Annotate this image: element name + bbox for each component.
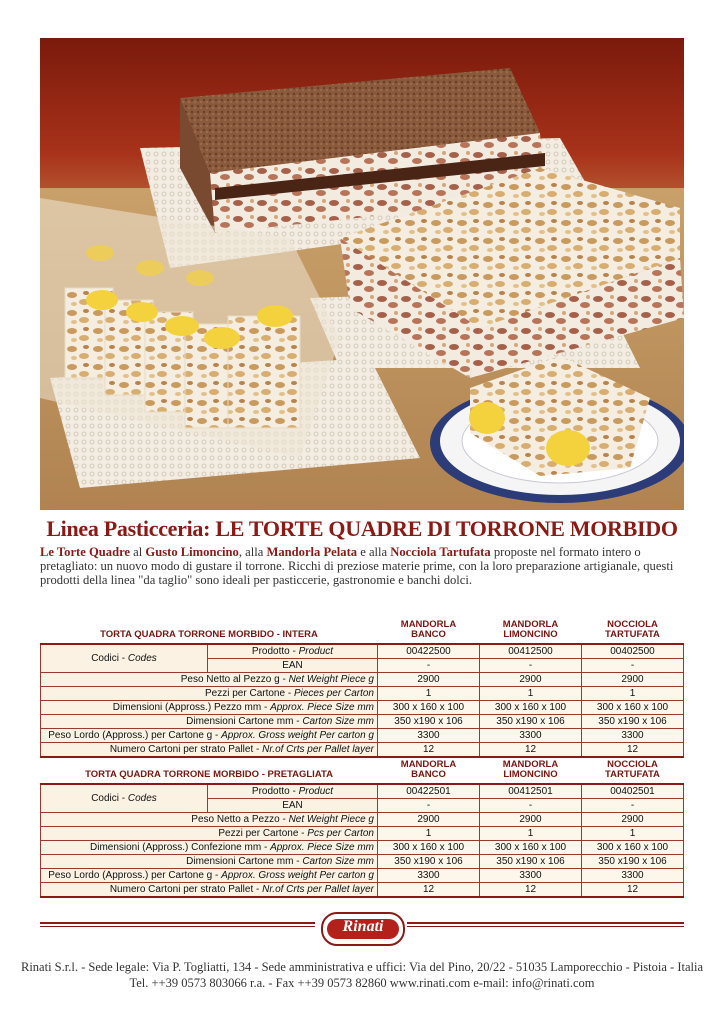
page-title: Linea Pasticceria: LE TORTE QUADRE DI TORRONE MORBIDO bbox=[46, 516, 678, 541]
table-cell: 12 bbox=[480, 883, 582, 898]
column-header-line1: NOCCIOLA bbox=[607, 759, 658, 770]
table-title: TORTA QUADRA TORRONE MORBIDO - PRETAGLIATA bbox=[41, 760, 378, 784]
row-label-it: Numero Cartoni per strato Pallet - bbox=[109, 743, 263, 755]
intro-flavor-lemon: Gusto Limoncino bbox=[145, 545, 239, 559]
column-header-line1: MANDORLA bbox=[502, 619, 559, 630]
product-label-it: Prodotto - bbox=[251, 645, 299, 657]
table-cell: 350 x190 x 106 bbox=[582, 715, 684, 729]
column-header-line2: LIMONCINO bbox=[503, 769, 558, 780]
column-header-line1: MANDORLA bbox=[400, 619, 457, 630]
table-cell: 00422500 bbox=[378, 644, 480, 659]
table-cell: 00412501 bbox=[480, 784, 582, 799]
table-row bbox=[41, 855, 684, 869]
row-label-it: Pezzi per Cartone - bbox=[205, 687, 294, 699]
table-cell: 12 bbox=[480, 743, 582, 758]
table-row bbox=[41, 701, 684, 715]
row-label-en: Pieces per Carton bbox=[293, 687, 374, 699]
table-title: TORTA QUADRA TORRONE MORBIDO - INTERA bbox=[41, 620, 378, 644]
product-photo bbox=[40, 38, 684, 510]
row-label-it: Peso Netto al Pezzo g - bbox=[180, 673, 289, 685]
table-cell: - bbox=[582, 659, 684, 673]
product-label bbox=[208, 784, 378, 799]
table-row bbox=[41, 673, 684, 687]
row-label bbox=[41, 715, 378, 729]
intro-flavor-almond: Mandorla Pelata bbox=[266, 545, 358, 559]
table-cell: 350 x190 x 106 bbox=[480, 715, 582, 729]
column-header bbox=[582, 760, 684, 784]
table-cell: - bbox=[480, 799, 582, 813]
codes-label-en: Codes bbox=[127, 652, 157, 664]
table-cell: 3300 bbox=[582, 869, 684, 883]
row-label-en: Carton Size mm bbox=[302, 715, 374, 727]
table-cell: 300 x 160 x 100 bbox=[378, 841, 480, 855]
table-row bbox=[41, 813, 684, 827]
table-row bbox=[41, 729, 684, 743]
product-label-en: Product bbox=[298, 785, 334, 797]
row-label-en: Pcs per Carton bbox=[307, 827, 374, 839]
table-pretagliata bbox=[40, 760, 684, 898]
column-header bbox=[378, 620, 480, 644]
table-row bbox=[41, 715, 684, 729]
table-cell: 00402500 bbox=[582, 644, 684, 659]
table-row bbox=[41, 883, 684, 898]
row-label-en: Approx. Gross weight Per carton g bbox=[221, 869, 374, 881]
column-header-line2: BANCO bbox=[411, 769, 446, 780]
codes-label-it: Codici - bbox=[91, 652, 128, 664]
table-cell: 2900 bbox=[378, 673, 480, 687]
table-cell: - bbox=[480, 659, 582, 673]
row-label bbox=[41, 869, 378, 883]
table-cell: 350 x190 x 106 bbox=[378, 855, 480, 869]
row-label bbox=[41, 743, 378, 758]
row-label bbox=[41, 673, 378, 687]
intro-text-4: proposte nel formato intero o pretagliato: un nuovo modo di gustare il torrone. Ricchi di preziose materie prime, con la loro preparazione artigianale, questi prodotti della linea "da taglio" sono ideali per pasticcerie, gastronomie e banchi dolci. bbox=[40, 545, 674, 587]
table-cell: 2900 bbox=[480, 813, 582, 827]
row-label-it: Dimensioni Cartone mm - bbox=[186, 855, 303, 867]
table-row bbox=[41, 869, 684, 883]
table-cell: 2900 bbox=[378, 813, 480, 827]
footer-address: Rinati S.r.l. - Sede legale: Via P. Togliatti, 134 - Sede amministrativa e uffici: Via del Pino, 20/22 - 51035 Lamporecchio - Pistoia - Italia bbox=[21, 960, 703, 974]
column-header-line2: TARTUFATA bbox=[605, 769, 660, 780]
rinati-logo bbox=[315, 910, 407, 946]
table-intera bbox=[40, 620, 684, 758]
table-cell: - bbox=[582, 799, 684, 813]
row-label-en: Carton Size mm bbox=[302, 855, 374, 867]
table-cell: 3300 bbox=[582, 729, 684, 743]
codes-label bbox=[41, 644, 208, 673]
column-header bbox=[582, 620, 684, 644]
footer-contacts: Tel. ++39 0573 803066 r.a. - Fax ++39 0573 82860 www.rinati.com e-mail: info@rinati.com bbox=[129, 976, 595, 990]
row-label-it: Dimensioni (Appross.) Pezzo mm - bbox=[112, 701, 271, 713]
table-cell: 12 bbox=[582, 883, 684, 898]
table-row bbox=[41, 841, 684, 855]
logo-badge bbox=[321, 912, 405, 946]
row-label-it: Peso Lordo (Appross.) per Cartone g - bbox=[48, 729, 222, 741]
column-header bbox=[480, 620, 582, 644]
table-cell: 1 bbox=[378, 687, 480, 701]
row-label-en: Approx. Piece Size mm bbox=[270, 701, 374, 713]
row-label bbox=[41, 827, 378, 841]
row-label-en: Net Weight Piece g bbox=[288, 813, 374, 825]
row-label-it: Dimensioni (Appross.) Confezione mm - bbox=[90, 841, 271, 853]
intro-text-3: e alla bbox=[357, 545, 391, 559]
row-label-en: Nr.of Crts per Pallet layer bbox=[262, 883, 374, 895]
table-cell: 12 bbox=[582, 743, 684, 758]
table-cell: 2900 bbox=[582, 813, 684, 827]
table-cell: 300 x 160 x 100 bbox=[480, 701, 582, 715]
table-cell: 2900 bbox=[582, 673, 684, 687]
table-cell: 350 x190 x 106 bbox=[378, 715, 480, 729]
row-label-en: Nr.of Crts per Pallet layer bbox=[262, 743, 374, 755]
table-cell: - bbox=[378, 799, 480, 813]
table-cell: 3300 bbox=[480, 729, 582, 743]
row-label bbox=[41, 687, 378, 701]
column-header bbox=[480, 760, 582, 784]
codes-label-en: Codes bbox=[127, 792, 157, 804]
table-cell: 300 x 160 x 100 bbox=[582, 841, 684, 855]
table-cell: 3300 bbox=[480, 869, 582, 883]
column-header-line2: LIMONCINO bbox=[503, 629, 558, 640]
row-label-it: Dimensioni Cartone mm - bbox=[186, 715, 303, 727]
intro-paragraph bbox=[40, 545, 688, 587]
product-label-en: Product bbox=[298, 645, 334, 657]
table-cell: 1 bbox=[582, 687, 684, 701]
row-label bbox=[41, 729, 378, 743]
row-label-en: Net Weight Piece g bbox=[288, 673, 374, 685]
row-label-it: Numero Cartoni per strato Pallet - bbox=[109, 883, 263, 895]
table-cell: 1 bbox=[582, 827, 684, 841]
column-header-line1: MANDORLA bbox=[400, 759, 457, 770]
table-cell: 300 x 160 x 100 bbox=[582, 701, 684, 715]
row-label bbox=[41, 841, 378, 855]
intro-product: Le Torte Quadre bbox=[40, 545, 131, 559]
product-label-it: Prodotto - bbox=[251, 785, 299, 797]
row-label bbox=[41, 883, 378, 898]
row-label bbox=[41, 701, 378, 715]
column-header bbox=[378, 760, 480, 784]
column-header-line1: NOCCIOLA bbox=[607, 619, 658, 630]
table-cell: - bbox=[378, 659, 480, 673]
table-cell: 1 bbox=[480, 827, 582, 841]
row-label-it: Peso Lordo (Appross.) per Cartone g - bbox=[48, 869, 222, 881]
column-header-line1: MANDORLA bbox=[502, 759, 559, 770]
table-cell: 3300 bbox=[378, 869, 480, 883]
table-cell: 1 bbox=[378, 827, 480, 841]
table-row bbox=[41, 687, 684, 701]
row-label-it: Peso Netto a Pezzo - bbox=[191, 813, 289, 825]
table-cell: 350 x190 x 106 bbox=[480, 855, 582, 869]
table-cell: 3300 bbox=[378, 729, 480, 743]
table-cell: 300 x 160 x 100 bbox=[480, 841, 582, 855]
table-cell: 2900 bbox=[480, 673, 582, 687]
intro-text-2: , alla bbox=[238, 545, 267, 559]
table-cell: 12 bbox=[378, 883, 480, 898]
table-cell: 00412500 bbox=[480, 644, 582, 659]
logo-text: Rinati bbox=[342, 918, 384, 935]
ean-label: EAN bbox=[208, 799, 378, 813]
codes-label bbox=[41, 784, 208, 813]
ean-label: EAN bbox=[208, 659, 378, 673]
row-label bbox=[41, 813, 378, 827]
row-label-it: Pezzi per Cartone - bbox=[218, 827, 308, 839]
table-row bbox=[41, 743, 684, 758]
table-cell: 350 x190 x 106 bbox=[582, 855, 684, 869]
intro-text-1: al bbox=[130, 545, 146, 559]
table-cell: 00422501 bbox=[378, 784, 480, 799]
row-label-en: Approx. Gross weight Per carton g bbox=[221, 729, 374, 741]
row-label-en: Approx. Piece Size mm bbox=[270, 841, 374, 853]
table-cell: 1 bbox=[480, 687, 582, 701]
column-header-line2: BANCO bbox=[411, 629, 446, 640]
table-row bbox=[41, 784, 684, 799]
row-label bbox=[41, 855, 378, 869]
table-row bbox=[41, 644, 684, 659]
table-cell: 12 bbox=[378, 743, 480, 758]
column-header-line2: TARTUFATA bbox=[605, 629, 660, 640]
table-cell: 00402501 bbox=[582, 784, 684, 799]
product-label bbox=[208, 644, 378, 659]
codes-label-it: Codici - bbox=[91, 792, 128, 804]
table-cell: 300 x 160 x 100 bbox=[378, 701, 480, 715]
intro-flavor-hazelnut: Nocciola Tartufata bbox=[390, 545, 491, 559]
table-row bbox=[41, 827, 684, 841]
